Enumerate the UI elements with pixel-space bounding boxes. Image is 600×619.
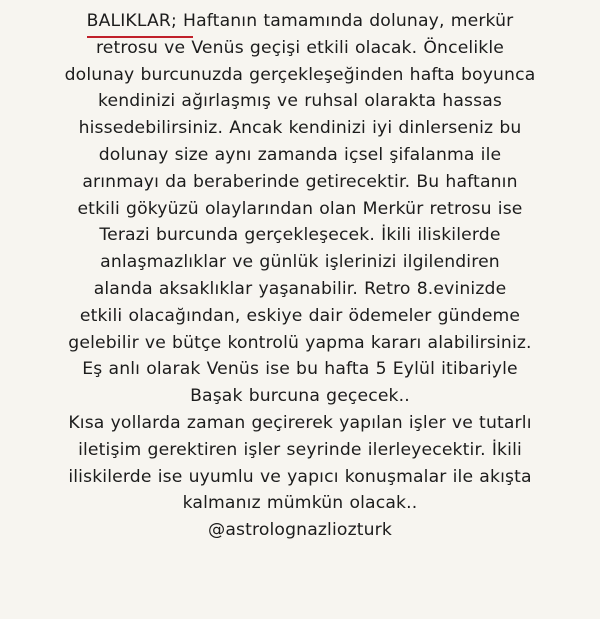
text-line-5: hissedebilirsiniz. Ancak kendinizi iyi dinlerseniz bu bbox=[78, 118, 522, 139]
text-line-8: etkili gökyüzü olaylarından olan Merkür retrosu ise bbox=[77, 198, 523, 219]
text-line-1 bbox=[6, 8, 594, 35]
sign-title-text: BALIKLAR; bbox=[86, 11, 177, 31]
horoscope-text bbox=[6, 8, 594, 544]
author-handle: @astrolognazliozturk bbox=[207, 520, 392, 541]
text-line-19: kalmanız mümkün olacak.. bbox=[182, 493, 418, 514]
text-line-13: gelebilir ve bütçe kontrolü yapma kararı alabilirsiniz. bbox=[68, 332, 532, 353]
text-line-9: Terazi burcunda gerçekleşecek. İkili iliskilerde bbox=[99, 225, 501, 246]
red-underline bbox=[87, 36, 193, 38]
text-line-15: Başak burcuna geçecek.. bbox=[190, 386, 410, 407]
text-line-16: Kısa yollarda zaman geçirerek yapılan işler ve tutarlı bbox=[68, 412, 532, 433]
text-line-1-rest: Haftanın tamamında dolunay, merkür bbox=[176, 11, 514, 31]
text-line-4: kendinizi ağırlaşmış ve ruhsal olarakta hassas bbox=[97, 91, 503, 112]
text-line-6: dolunay size aynı zamanda içsel şifalanma ile bbox=[98, 144, 502, 165]
text-line-12: etkili olacağından, eskiye dair ödemeler gündeme bbox=[79, 305, 521, 326]
text-line-2: retrosu ve Venüs geçişi etkili olacak. Öncelikle bbox=[95, 37, 505, 58]
text-line-3: dolunay burcunuzda gerçekleşeğinden hafta boyunca bbox=[64, 64, 536, 85]
text-line-14: Eş anlı olarak Venüs ise bu hafta 5 Eylül itibariyle bbox=[82, 359, 518, 380]
text-line-10: anlaşmazlıklar ve günlük işlerinizi ilgilendiren bbox=[100, 252, 500, 273]
sign-title bbox=[87, 8, 177, 35]
text-line-18: iliskilerde ise uyumlu ve yapıcı konuşmalar ile akışta bbox=[68, 466, 532, 487]
text-line-17: iletişim gerektiren işler seyrinde ilerleyecektir. İkili bbox=[78, 439, 522, 460]
text-line-7: arınmayı da beraberinde getirecektir. Bu haftanın bbox=[82, 171, 518, 192]
text-line-11: alanda aksaklıklar yaşanabilir. Retro 8.evinizde bbox=[93, 278, 507, 299]
